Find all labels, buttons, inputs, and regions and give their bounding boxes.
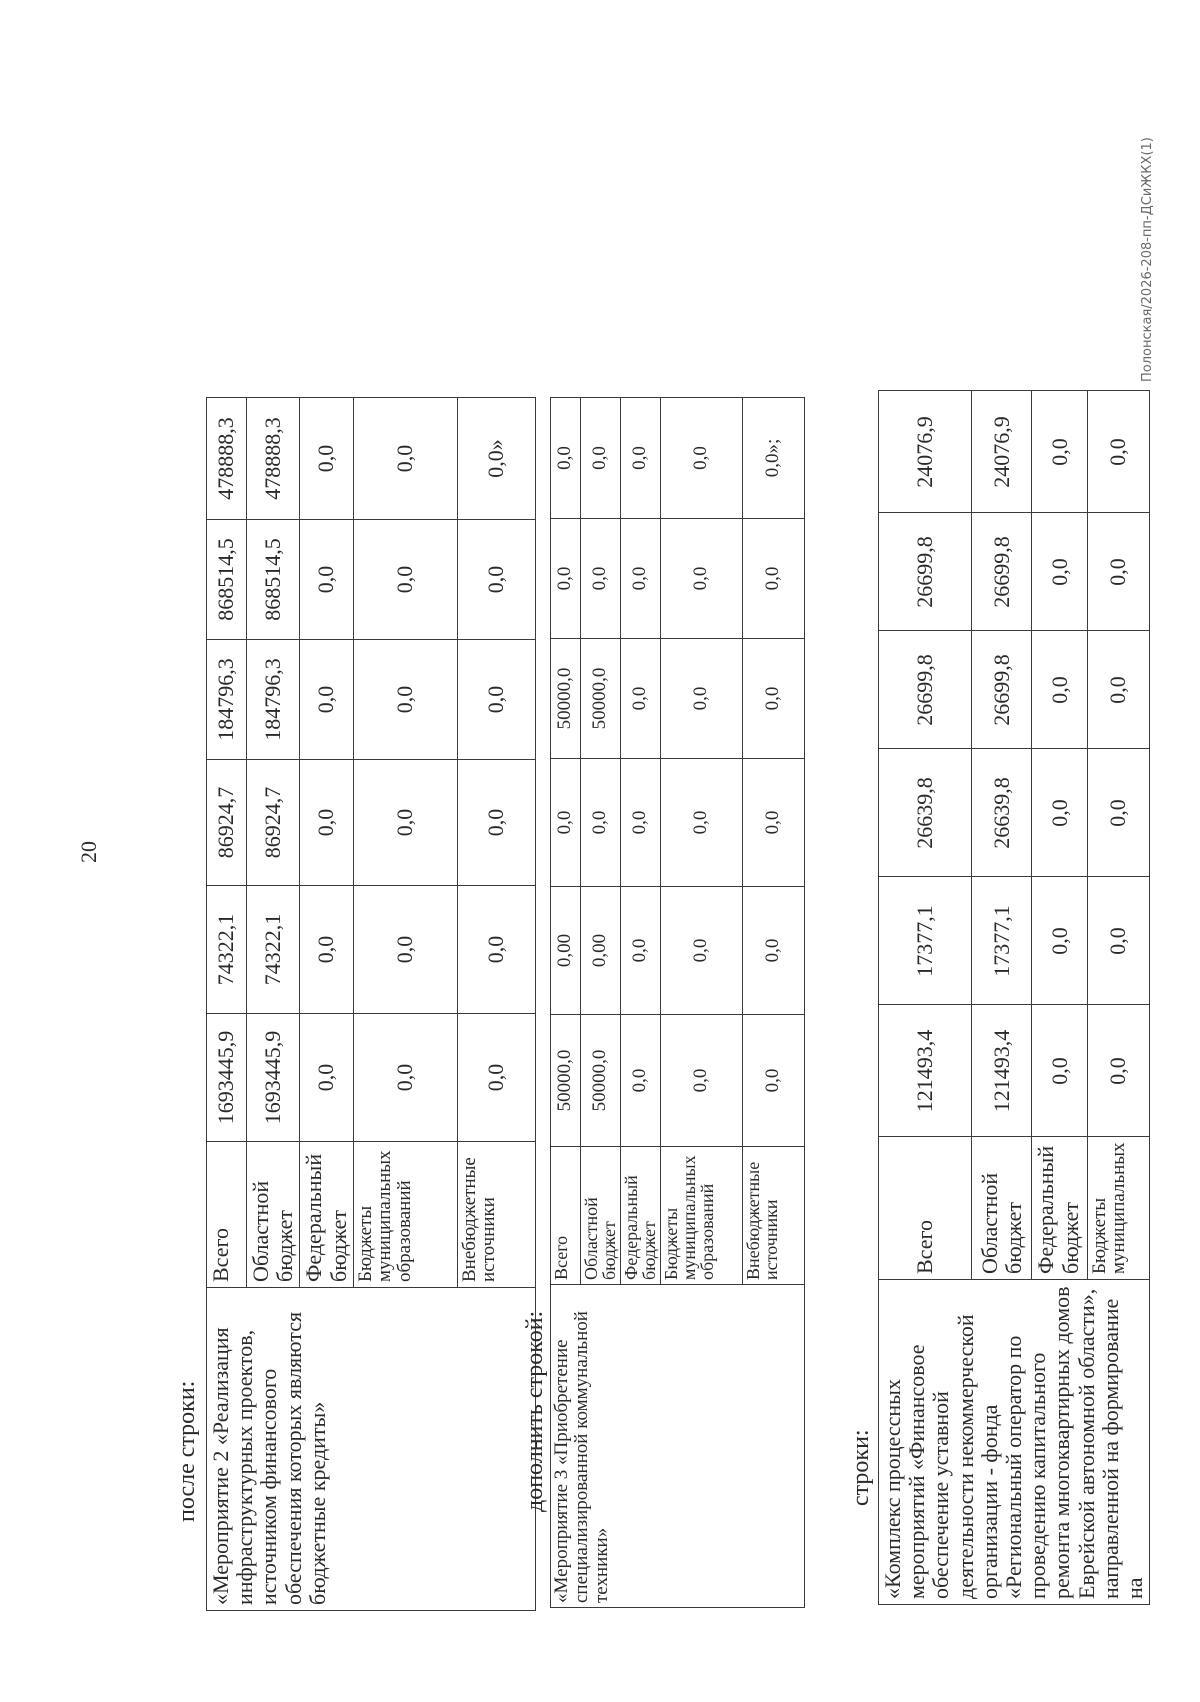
value-cell: 0,0 [621, 639, 661, 759]
section3-caption: строки: [848, 1429, 874, 1506]
value-cell: 0,0 [743, 887, 805, 1015]
section3-body [879, 391, 1150, 1605]
section1-body [207, 398, 536, 1611]
value-cell: 184796,3 [247, 640, 300, 760]
value-cell: 86924,7 [207, 760, 247, 886]
value-cell: 0,0 [353, 398, 457, 520]
source-cell: Всего [879, 1137, 972, 1280]
value-cell: 0,0 [457, 520, 535, 640]
page-number: 20 [76, 841, 101, 863]
value-cell: 0,0 [353, 760, 457, 886]
value-cell: 0,0 [1032, 631, 1087, 749]
value-cell: 0,0 [300, 520, 353, 640]
value-cell: 26639,8 [972, 749, 1032, 877]
table-row [879, 391, 972, 1605]
value-cell: 0,0 [661, 759, 743, 887]
section1-table [206, 397, 536, 1611]
value-cell: 0,0 [743, 639, 805, 759]
value-cell: 0,0 [457, 1014, 535, 1142]
source-cell: Федеральный бюджет [300, 1142, 353, 1288]
value-cell: 0,0 [1087, 631, 1149, 749]
value-cell: 86924,7 [247, 760, 300, 886]
source-cell: Бюджеты муниципальных образований [661, 1147, 743, 1285]
value-cell: 0,0 [1032, 877, 1087, 1005]
value-cell: 0,0 [621, 759, 661, 887]
source-cell: Всего [207, 1142, 247, 1288]
value-cell: 0,0 [300, 640, 353, 760]
value-cell: 0,0 [661, 519, 743, 639]
value-cell: 0,0 [581, 759, 621, 887]
value-cell: 0,0 [1087, 513, 1149, 631]
source-cell: Внебюджетные источники [743, 1147, 805, 1285]
value-cell: 0,0 [661, 1015, 743, 1147]
value-cell: 121493,4 [972, 1005, 1032, 1137]
value-cell: 0,0 [1087, 1005, 1149, 1137]
value-cell: 26699,8 [879, 631, 972, 749]
section3-table [878, 390, 1150, 1605]
table-row [551, 398, 581, 1608]
source-cell: Областной бюджет [972, 1137, 1032, 1280]
value-cell: 184796,3 [207, 640, 247, 760]
value-cell: 0,0 [353, 886, 457, 1014]
source-cell: Областной бюджет [581, 1147, 621, 1285]
value-cell: 24076,9 [879, 391, 972, 513]
value-cell: 478888,3 [247, 398, 300, 520]
value-cell: 0,0 [581, 519, 621, 639]
value-cell: 0,0 [1087, 749, 1149, 877]
value-cell: 0,0 [551, 519, 581, 639]
value-cell: 121493,4 [879, 1005, 972, 1137]
value-cell: 1693445,9 [207, 1014, 247, 1142]
value-cell: 0,0 [1087, 877, 1149, 1005]
section2-caption: дополнить строкой: [522, 1310, 548, 1512]
value-cell: 0,00 [581, 887, 621, 1015]
source-cell: Бюджеты муниципальных образований [353, 1142, 457, 1288]
value-cell: 0,0 [551, 759, 581, 887]
section2-body [551, 398, 805, 1608]
source-cell: Всего [551, 1147, 581, 1285]
value-cell: 0,0 [743, 519, 805, 639]
value-cell: 0,0 [621, 519, 661, 639]
source-cell: Внебюджетные источники [457, 1142, 535, 1288]
value-cell: 0,0 [300, 1014, 353, 1142]
value-cell: 0,00 [551, 887, 581, 1015]
value-cell: 0,0 [1087, 391, 1149, 513]
value-cell: 0,0 [581, 398, 621, 519]
value-cell: 0,0 [457, 760, 535, 886]
value-cell: 0,0 [300, 760, 353, 886]
value-cell: 0,0 [551, 398, 581, 519]
value-cell: 0,0 [353, 1014, 457, 1142]
value-cell: 0,0 [661, 887, 743, 1015]
value-cell: 26699,8 [972, 631, 1032, 749]
measure-cell: «Мероприятие 2 «Реализация инфраструктурных проектов, источником финансового обеспечения которых являются бюджетные кредиты» [207, 1288, 536, 1611]
value-cell: 74322,1 [207, 886, 247, 1014]
value-cell: 50000,0 [581, 1015, 621, 1147]
section2-table [550, 397, 805, 1608]
value-cell: 50000,0 [551, 1015, 581, 1147]
table-row [207, 398, 247, 1611]
value-cell: 0,0 [1032, 749, 1087, 877]
source-cell: Федеральный бюджет [621, 1147, 661, 1285]
section1-caption: после строки: [174, 1380, 200, 1522]
value-cell: 0,0 [457, 640, 535, 760]
source-cell: Бюджеты муниципальных [1087, 1137, 1149, 1280]
value-cell: 50000,0 [551, 639, 581, 759]
value-cell: 0,0 [300, 398, 353, 520]
source-cell: Федеральный бюджет [1032, 1137, 1087, 1280]
value-cell: 0,0 [661, 639, 743, 759]
value-cell: 868514,5 [247, 520, 300, 640]
value-cell: 0,0 [1032, 391, 1087, 513]
value-cell: 0,0 [353, 520, 457, 640]
value-cell: 0,0 [743, 759, 805, 887]
source-cell: Областной бюджет [247, 1142, 300, 1288]
value-cell: 0,0 [621, 398, 661, 519]
value-cell: 0,0 [621, 887, 661, 1015]
value-cell: 0,0» [457, 398, 535, 520]
value-cell: 26639,8 [879, 749, 972, 877]
measure-cell: «Мероприятие 3 «Приобретение специализированной коммунальной техники» [551, 1285, 805, 1608]
document-footer: Полонская/2026-208-пп-ДСиЖКХ(1) [1140, 137, 1155, 382]
value-cell: 478888,3 [207, 398, 247, 520]
value-cell: 0,0 [661, 398, 743, 519]
value-cell: 0,0»; [743, 398, 805, 519]
value-cell: 1693445,9 [247, 1014, 300, 1142]
measure-cell: «Комплекс процессных мероприятий «Финансовое обеспечение уставной деятельности некоммерческой организации - фонда «Региональный оператор по проведению капитального ремонта многоквартирных домов Еврейской автономной области», направленной на формирование на [879, 1280, 1150, 1605]
value-cell: 0,0 [300, 886, 353, 1014]
value-cell: 24076,9 [972, 391, 1032, 513]
value-cell: 0,0 [1032, 1005, 1087, 1137]
value-cell: 0,0 [353, 640, 457, 760]
value-cell: 26699,8 [972, 513, 1032, 631]
value-cell: 0,0 [621, 1015, 661, 1147]
value-cell: 17377,1 [879, 877, 972, 1005]
value-cell: 26699,8 [879, 513, 972, 631]
value-cell: 17377,1 [972, 877, 1032, 1005]
value-cell: 0,0 [457, 886, 535, 1014]
value-cell: 868514,5 [207, 520, 247, 640]
value-cell: 0,0 [1032, 513, 1087, 631]
value-cell: 0,0 [743, 1015, 805, 1147]
value-cell: 74322,1 [247, 886, 300, 1014]
value-cell: 50000,0 [581, 639, 621, 759]
